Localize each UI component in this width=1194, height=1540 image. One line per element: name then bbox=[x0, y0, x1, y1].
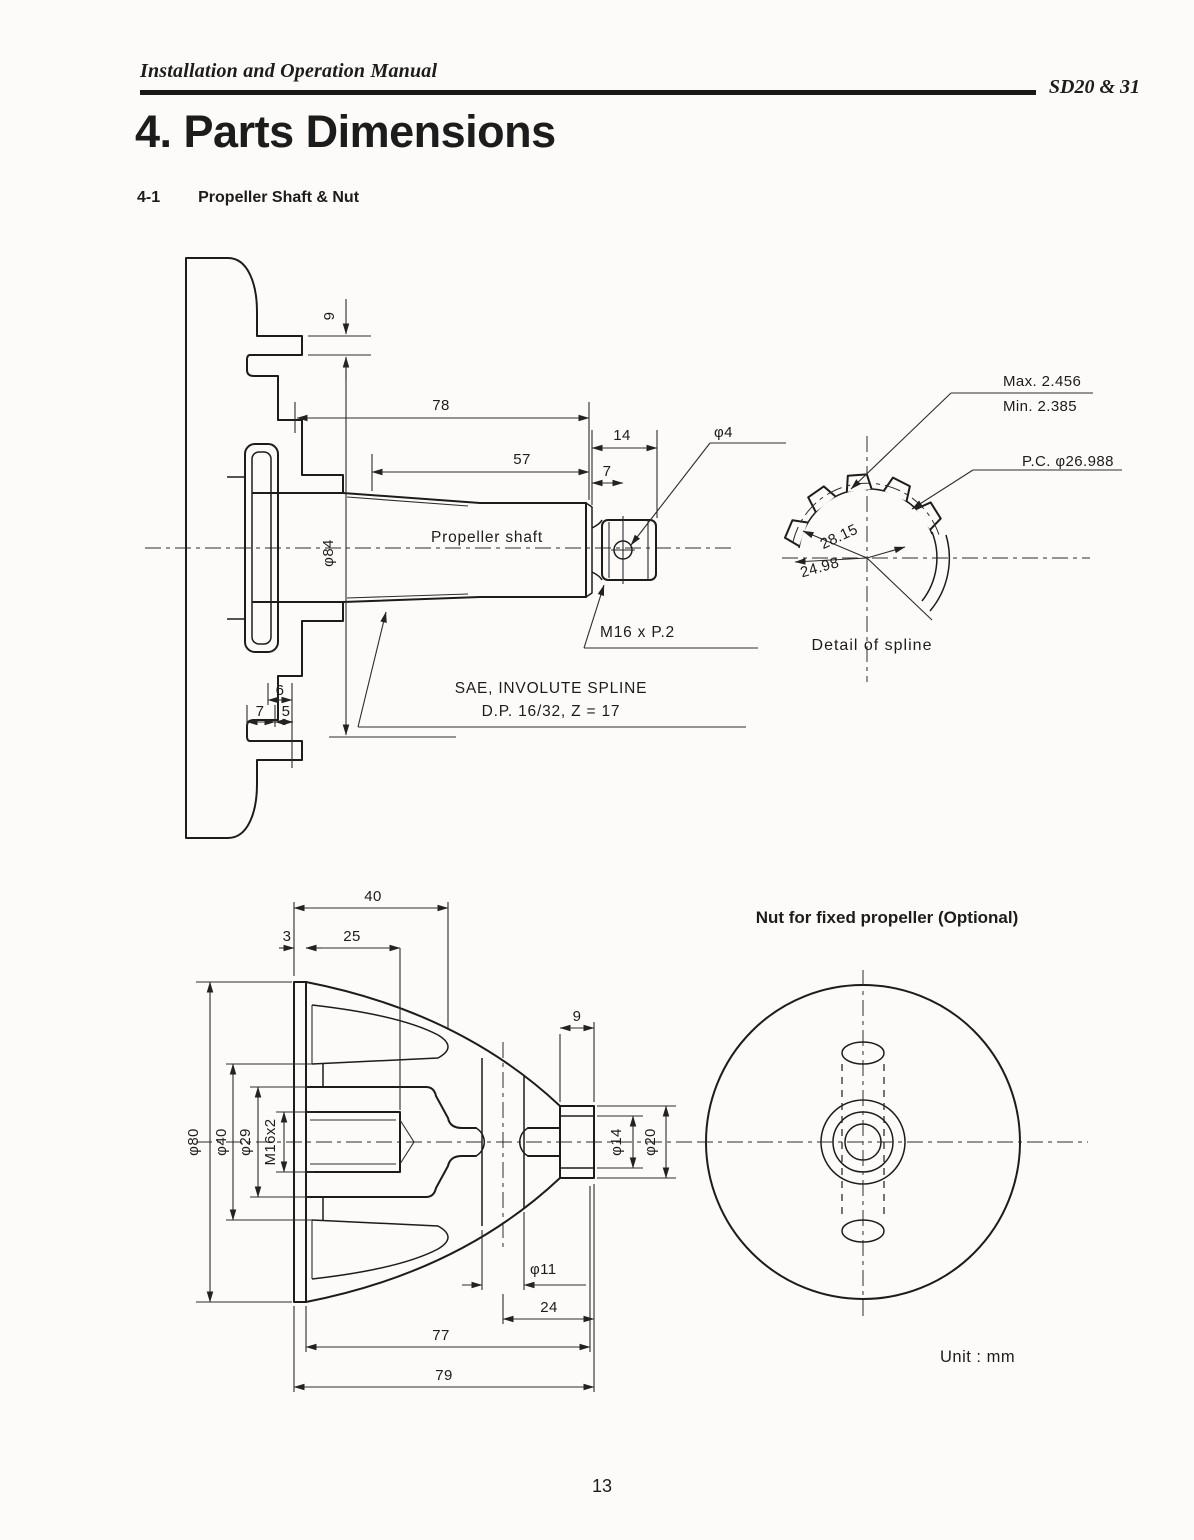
dim-57: 57 bbox=[513, 451, 531, 468]
spline-detail-figure bbox=[782, 373, 1122, 682]
model-code: SD20 & 31 bbox=[1048, 76, 1140, 98]
propeller-shaft-figure bbox=[145, 258, 786, 838]
manual-title: Installation and Operation Manual bbox=[140, 60, 438, 82]
label-sae-spline-2: D.P. 16/32, Z = 17 bbox=[481, 703, 621, 720]
dim-5: 5 bbox=[281, 703, 291, 720]
caption-detail-of-spline: Detail of spline bbox=[811, 637, 933, 654]
label-propeller-shaft: Propeller shaft bbox=[431, 529, 543, 546]
subsection-title: Propeller Shaft & Nut bbox=[198, 189, 360, 206]
dim-6: 6 bbox=[275, 682, 285, 699]
dim-77: 77 bbox=[432, 1327, 450, 1344]
dim-m16x2: M16x2 bbox=[262, 1118, 279, 1166]
section-title: 4. Parts Dimensions bbox=[135, 106, 556, 157]
dim-spline-major: 28.15 bbox=[817, 520, 861, 553]
label-m16-thread: M16 x P.2 bbox=[600, 624, 675, 641]
dim-phi11: φ11 bbox=[530, 1261, 557, 1278]
dim-79: 79 bbox=[435, 1367, 453, 1384]
dim-24: 24 bbox=[540, 1299, 558, 1316]
dim-phi20: φ20 bbox=[642, 1128, 659, 1156]
label-spline-min: Min. 2.385 bbox=[1003, 398, 1078, 415]
subsection-number: 4-1 bbox=[137, 189, 161, 206]
dim-9-shaft: 9 bbox=[321, 311, 338, 321]
nut-section-figure bbox=[185, 888, 700, 1392]
dim-9-nut: 9 bbox=[572, 1008, 582, 1025]
label-spline-max: Max. 2.456 bbox=[1003, 373, 1082, 390]
label-sae-spline-1: SAE, INVOLUTE SPLINE bbox=[454, 680, 648, 697]
label-pitch-circle: P.C. φ26.988 bbox=[1022, 453, 1114, 470]
spline-teeth bbox=[784, 473, 943, 546]
nut-front-figure bbox=[697, 970, 1088, 1320]
unit-note: Unit : mm bbox=[940, 1348, 1016, 1366]
dim-14: 14 bbox=[613, 427, 631, 444]
label-phi4: φ4 bbox=[714, 424, 733, 441]
dim-phi40: φ40 bbox=[213, 1128, 230, 1156]
dim-7b: 7 bbox=[255, 703, 265, 720]
dim-phi29: φ29 bbox=[237, 1128, 254, 1156]
dim-3: 3 bbox=[282, 928, 292, 945]
nut-figure-title: Nut for fixed propeller (Optional) bbox=[755, 908, 1019, 927]
dim-spline-minor: 24.98 bbox=[798, 554, 842, 582]
dim-40: 40 bbox=[364, 888, 382, 905]
page-number: 13 bbox=[591, 1476, 613, 1496]
dim-phi84: φ84 bbox=[320, 539, 337, 567]
dim-78: 78 bbox=[432, 397, 450, 414]
dim-25: 25 bbox=[343, 928, 361, 945]
dim-phi14: φ14 bbox=[608, 1128, 625, 1156]
dim-phi80: φ80 bbox=[185, 1128, 202, 1156]
dim-7-hole: 7 bbox=[602, 463, 612, 480]
